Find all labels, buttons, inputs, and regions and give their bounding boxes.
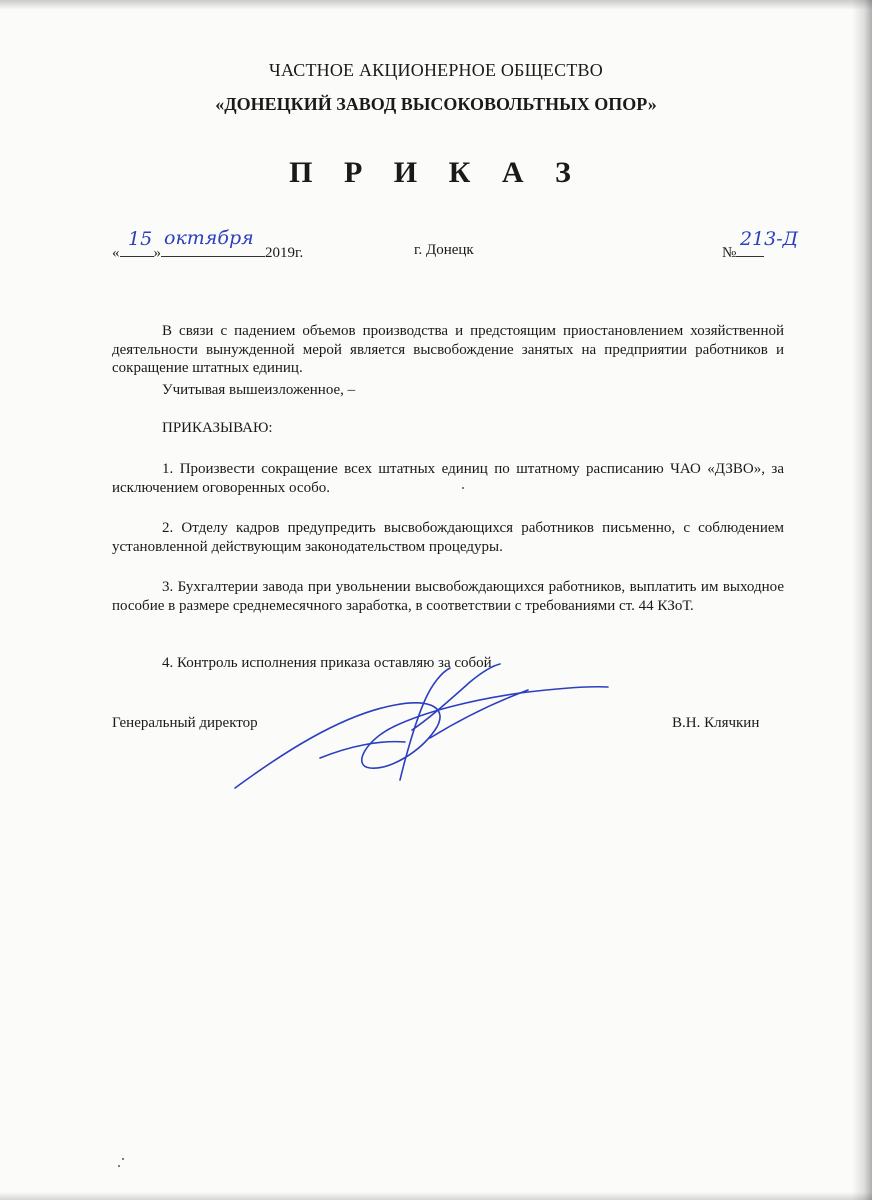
order-item-2: 2. Отделу кадров предупредить высвобождающихся работников письменно, с соблюдением установленной действующим законодательством процедуры. <box>112 520 784 555</box>
handwritten-day: 15 <box>128 228 153 250</box>
order-city: г. Донецк <box>414 242 474 258</box>
company-name: «ДОНЕЦКИЙ ЗАВОД ВЫСОКОВОЛЬТНЫХ ОПОР» <box>215 94 657 114</box>
company-type: ЧАСТНОЕ АКЦИОНЕРНОЕ ОБЩЕСТВО <box>269 60 603 80</box>
scan-speck <box>462 487 464 489</box>
handwritten-number: 213-Д <box>740 228 799 250</box>
scan-edge-top <box>0 0 872 10</box>
paragraph-order-heading: ПРИКАЗЫВАЮ: <box>162 420 273 436</box>
handwritten-signature <box>220 660 620 800</box>
scan-speck <box>122 1158 124 1160</box>
paragraph-preamble: В связи с падением объемов производства и предстоящим приостановлением хозяйственной деятельности вынужденной мерой является высвобождение занятых на предприятии работников и сокращение штатных единиц. <box>112 323 784 376</box>
scan-edge-bottom <box>0 1192 872 1200</box>
paragraph-considering: Учитывая вышеизложенное, – <box>162 382 356 398</box>
quote-open: « <box>112 245 120 261</box>
order-item-1: 1. Произвести сокращение всех штатных единиц по штатному расписанию ЧАО «ДЗВО», за исключением оговоренных особо. <box>112 461 784 496</box>
signatory-position: Генеральный директор <box>112 715 258 731</box>
year-suffix: 2019г. <box>265 245 304 261</box>
order-item-3: 3. Бухгалтерии завода при увольнении высвобождающихся работников, выплатить им выходное пособие в размере среднемесячного заработка, в соответствии с требованиями ст. 44 КЗоТ. <box>112 579 784 614</box>
quote-close: » <box>153 245 161 261</box>
handwritten-month: октября <box>164 227 254 249</box>
scan-speck <box>118 1165 120 1167</box>
document-title: П Р И К А З <box>289 156 583 189</box>
number-prefix: № <box>722 245 737 261</box>
signatory-name: В.Н. Клячкин <box>672 715 760 731</box>
order-item-4: 4. Контроль исполнения приказа оставляю за собой. <box>162 655 496 671</box>
